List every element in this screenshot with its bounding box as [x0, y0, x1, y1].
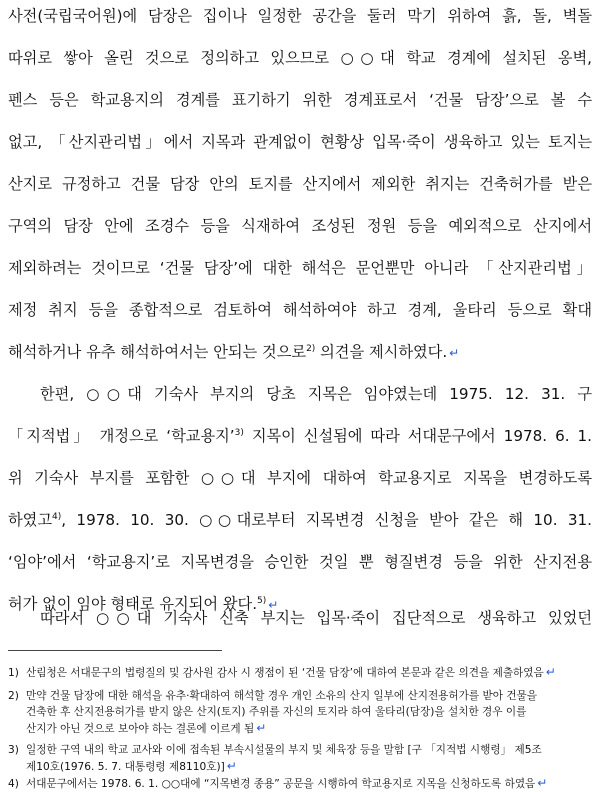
body-line: 제외하려는 것이므로 ‘건물 담장’에 대한 해석은 문언뿐만 아니라 「산지관리법」 — [8, 259, 592, 277]
footnote-text: 서대문구에서는 1978. 6. 1. ○○대에 “지목변경 종용” 공문을 시행하여 학교용지로 지목을 신청하도록 하였음 — [26, 778, 536, 790]
body-line-text: 의견을 제시하였다. — [315, 343, 448, 361]
body-line: 따위로 쌓아 올린 것으로 정의하고 있으므로 ○○대 학교 경계에 설치된 옹벽, — [8, 49, 592, 67]
footnote-4 — [8, 775, 592, 792]
footnote-text: 일정한 구역 내의 학교 교사와 이에 접속된 부속시설물의 부지 및 체육장 등을 말함 [구 「지적법 시행령」 제5조 — [26, 744, 542, 756]
paragraph-mark-icon: ↵ — [256, 721, 267, 735]
body-line: 제정 취지 등을 종합적으로 검토하여 해석하여야 하고 경계, 울타리 등으로 확대 — [8, 301, 592, 319]
body-line-text: 지목이 신설됨에 따라 서대문구에서 1978. 6. 1. — [243, 427, 592, 445]
footnote-2 — [8, 688, 592, 704]
footnote-text: 만약 건물 담장에 대한 해석을 유추·확대하여 해석할 경우 개인 소유의 산지 일부에 산지전용허가를 받아 건물을 — [26, 690, 538, 702]
body-line-text: 하였고 — [8, 511, 53, 529]
body-line — [8, 426, 592, 446]
paragraph-mark-icon: ↵ — [537, 776, 548, 790]
body-line: 한편, ○○대 기숙사 부지의 당초 지목은 임야였는데 1975. 12. 31. 구 — [40, 385, 592, 403]
body-line: 사전(국립국어원)에 담장은 집이나 일정한 공간을 둘러 막기 위하여 흙, 돌, 벽돌 — [8, 7, 592, 25]
footnote-3-line — [26, 758, 592, 775]
paragraph-mark-icon: ↵ — [545, 665, 556, 679]
body-line — [8, 342, 592, 363]
body-line: 위 기숙사 부지를 포함한 ○○대 부지에 대하여 학교용지로 지목을 변경하도록 — [8, 469, 592, 487]
body-line: 산지로 규정하고 건물 담장 안의 토지를 산지에서 제외한 취지는 건축허가를 받은 — [8, 175, 592, 193]
footnote-separator — [8, 650, 222, 651]
paragraph-mark-icon: ↵ — [226, 759, 237, 773]
body-line-text: 허가 없이 임야 형태로 유지되어 왔다. — [8, 595, 258, 613]
footnote-ref[interactable]: 3) — [234, 427, 244, 438]
footnote-number: 4) — [8, 778, 19, 790]
footnote-ref[interactable]: 4) — [52, 511, 62, 522]
body-line: 없고, 「산지관리법」에서 지목과 관계없이 현황상 입목·죽이 생육하고 있는 토지는 — [8, 133, 592, 151]
paragraph-mark-icon: ↵ — [268, 598, 279, 612]
footnote-3 — [8, 742, 592, 758]
footnote-number: 2) — [8, 690, 19, 702]
footnote-text: 산림청은 서대문구의 법령질의 및 감사원 감사 시 쟁점이 된 ‘건물 담장’에 대하여 본문과 같은 의견을 제출하였음 — [26, 667, 544, 679]
body-line-text: 해석하거나 유추 해석하여서는 안되는 것으로 — [8, 343, 307, 361]
body-line: ‘임야’에서 ‘학교용지’로 지목변경을 승인한 것일 뿐 형질변경 등을 위한 산지전용 — [8, 553, 592, 571]
body-line: 구역의 담장 안에 조경수 등을 식재하여 조성된 정원 등을 예외적으로 산지에서 — [8, 217, 592, 235]
body-line: 펜스 등은 학교용지의 경계를 표기하기 위한 경계표로서 ‘건물 담장’으로 볼 수 — [8, 91, 592, 109]
footnote-text: 제10호(1976. 5. 7. 대통령령 제8110호)] — [26, 761, 225, 773]
footnote-2-line — [26, 720, 592, 737]
footnote-text: 산지가 아닌 것으로 보아야 하는 결론에 이르게 됨 — [26, 723, 255, 735]
footnote-ref[interactable]: 5) — [257, 595, 267, 606]
footnote-number: 1) — [8, 667, 19, 679]
body-line — [8, 510, 592, 530]
paragraph-mark-icon: ↵ — [449, 346, 460, 360]
footnote-ref[interactable]: 2) — [306, 343, 316, 354]
footnote-number: 3) — [8, 744, 19, 756]
body-line: 따라서 ○○대 기숙사 신축 부지는 입목·죽이 집단적으로 생육하고 있었던 — [40, 609, 592, 627]
footnote-1 — [8, 664, 592, 681]
body-line-text: 「지적법」 개정으로 ‘학교용지’ — [8, 427, 235, 445]
body-line-text: , 1978. 10. 30. ○○대로부터 지목변경 신청을 받아 같은 해 10. 31. — [61, 511, 592, 529]
footnote-2-line: 건축한 후 산지전용허가를 받지 않은 산지(토지) 주위를 자신의 토지라 하여 울타리(담장)을 설치한 경우 이를 — [26, 706, 527, 718]
